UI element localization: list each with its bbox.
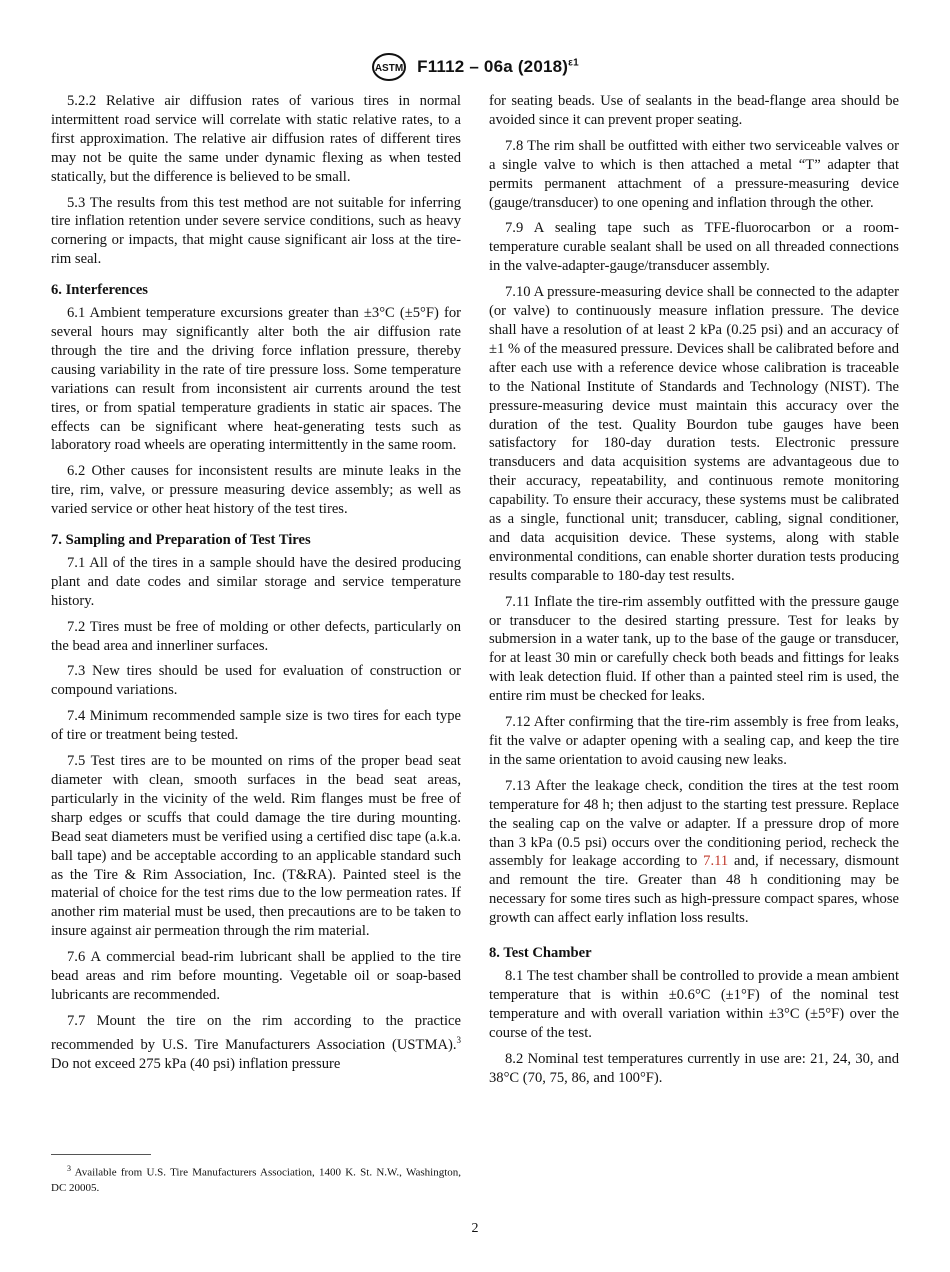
footnote-divider (51, 1154, 151, 1155)
para-7-7-continued: for seating beads. Use of sealants in the bead-flange area should be avoided since it can prevent proper seating. (489, 93, 899, 128)
para-7-10: 7.10 A pressure-measuring device shall be connected to the adapter (or valve) to continuously measure inflation pressure. The device shall have a resolution of at least 2 kPa (0.25 psi) and an accuracy of ±1 % of the measured pressure. Devices shall be calibrated before and after each use with a reference device whose calibration is traceable to the National Institute of Standards and Technology (NIST). The pressure-measuring device must maintain this accuracy over the duration of the test. Quality Bourdon tube gauges have been satisfactory for 180-day duration tests. Electronic pressure transducers and data acquisition systems are advantageous due to their accuracy, repeatability, and continuous remote monitoring capability. To ensure their accuracy, these systems must be calibrated as a single, functional unit; transducer, cabling, signal conditioner, and data acquisition device. These systems, along with stable environmental conditions, can enable shorter duration tests producing results comparable to 180-day test results. (489, 284, 899, 584)
left-column (51, 92, 461, 1080)
para-7-2: 7.2 Tires must be free of molding or other defects, particularly on the bead area and innerliner surfaces. (51, 618, 461, 654)
para-7-4: 7.4 Minimum recommended sample size is two tires for each type of tire or treatment being tested. (51, 708, 461, 744)
para-7-3: 7.3 New tires should be used for evaluation of construction or compound variations. (51, 663, 461, 699)
para-7-6: 7.6 A commercial bead-rim lubricant shall be applied to the tire bead areas and rim before mounting. Vegetable oil or soap-based lubricants are recommended. (51, 949, 461, 1003)
section-8-heading: 8. Test Chamber (489, 945, 592, 962)
page-number: 2 (471, 1221, 479, 1236)
para-7-1: 7.1 All of the tires in a sample should have the desired producing plant and date codes and similar storage and service temperature history. (51, 554, 461, 609)
para-6-1: 6.1 Ambient temperature excursions greater than ±3°C (±5°F) for several hours may significantly alter both the air diffusion rate through the tire and the driving force inflation pressure, thereby causing variability in the rate of tire pressure loss. Some temperature variations can result from inconsistent air currents around the test tires, or from spatial temperature gradients in static air spaces. The effects can be significant where heat-generating tests such as laboratory road wheels are operating intermittently in the same room. (51, 305, 461, 454)
para-7-8: 7.8 The rim shall be outfitted with either two serviceable valves or a single valve to which is then attached a metal “T” adapter that permits permanent attachment of a pressure-measuring device (gauge/transducer) to one opening and inflation through the other. (489, 137, 899, 211)
document-id: F1112 – 06a $(2018)^{\varepsilon 1}$ (417, 57, 579, 76)
logo-text: ASTM (374, 63, 404, 74)
para-6-2: 6.2 Other causes for inconsistent results are minute leaks in the tire, rim, valve, or pressure measuring device assembly; as well as varied service or other heat history of the test tires. (51, 463, 461, 518)
para-7-11: 7.11 Inflate the tire-rim assembly outfitted with the pressure gauge or transducer to the desired starting pressure. Test for leaks by submersion in a water tank, up to the base of the gauge or transducer, for at least 30 min or carefully check both beads and fittings for leaks with leak detection fluid. If other than a painted steel rim is used, the entire rim must be checked for leaks. (489, 593, 899, 705)
para-5-3: 5.3 The results from this test method are not suitable for inferring tire inflation retention under severe service conditions, such as heavy cornering or impacts, that might cause significant air loss at the tire-rim seal. (51, 194, 461, 268)
footnote-ref[interactable]: 3 (456, 1034, 461, 1045)
footnote (51, 1161, 461, 1196)
para-7-13: 7.13 After the leakage check, condition the tires at the test room temperature for 48 h; then adjust to the starting test pressure. Replace the sealing cap on the valve or adapter. If a pressure drop of more than 3 kPa (0.5 psi) occurs over the conditioning period, recheck the assembly for leakage according to 7.11 and, if necessary, dismount and remount the tire. Greater than 48 h conditioning may be necessary for some tires such as high-pressure compact spares, whose growth can affect early inflation loss results. (489, 777, 900, 927)
astm-logo-icon (371, 52, 407, 82)
para-5-2-2: 5.2.2 Relative air diffusion rates of various tires in normal intermittent road service will correlate with static relative rates, to a first approximation. The relative air diffusion rates of different tires may not be quite the same under dynamic flexing as when tested statically, but the difference is believed to be small. (51, 93, 461, 185)
para-8-1: 8.1 The test chamber shall be controlled to provide a mean ambient temperature that is within ±0.6°C (±1°F) of the nominal test temperature and with overall variation within ±3°C (±5°F) over the course of the test. (489, 967, 899, 1041)
para-8-2: 8.2 Nominal test temperatures currently in use are: 21, 24, 30, and 38°C (70, 75, 86, and 100°F). (489, 1050, 899, 1086)
section-6-heading: 6. Interferences (51, 282, 148, 299)
para-7-7: 7.7 Mount the tire on the rim according to the practice recommended by U.S. Tire Manufacturers Association (USTMA).$^3$ Do not exceed 275 kPa (40 psi) inflation pressure (51, 1012, 461, 1072)
footnote-text: Available from U.S. Tire Manufacturers Association, 1400 K. St. N.W., Washington, DC 20005. (51, 1166, 461, 1194)
para-7-5: 7.5 Test tires are to be mounted on rims of the proper bead seat diameter with clean, smooth surfaces in the bead seat areas, particularly in the vicinity of the weld. Rim flanges must be free of sharp edges or scuffs that could damage the tire during mounting. Bead seat diameters must be verified using a certified disc tape (a.k.a. ball tape) and be acceptable according to an applicable standard such as the Tire & Rim Association, Inc. (T&RA). Painted steel is the material of choice for the test rims due to the low permeation rates. If another rim material must be used, then precautions are to be taken to insure against air permeation through the rim material. (51, 753, 461, 940)
page-header (0, 52, 950, 82)
para-7-12: 7.12 After confirming that the tire-rim assembly is free from leaks, fit the valve or adapter opening with a sealing cap, and keep the tire in the same orientation to avoid causing new leaks. (489, 714, 899, 768)
section-7-11-link[interactable]: 7.11 (703, 853, 729, 870)
para-7-9: 7.9 A sealing tape such as TFE-fluorocarbon or a room-temperature curable sealant shall be used on all threaded connections in the valve-adapter-gauge/transducer assembly. (489, 220, 899, 275)
footnote-marker: 3 (67, 1164, 71, 1173)
right-column (489, 92, 899, 1094)
section-7-heading: 7. Sampling and Preparation of Test Tires (51, 532, 311, 549)
